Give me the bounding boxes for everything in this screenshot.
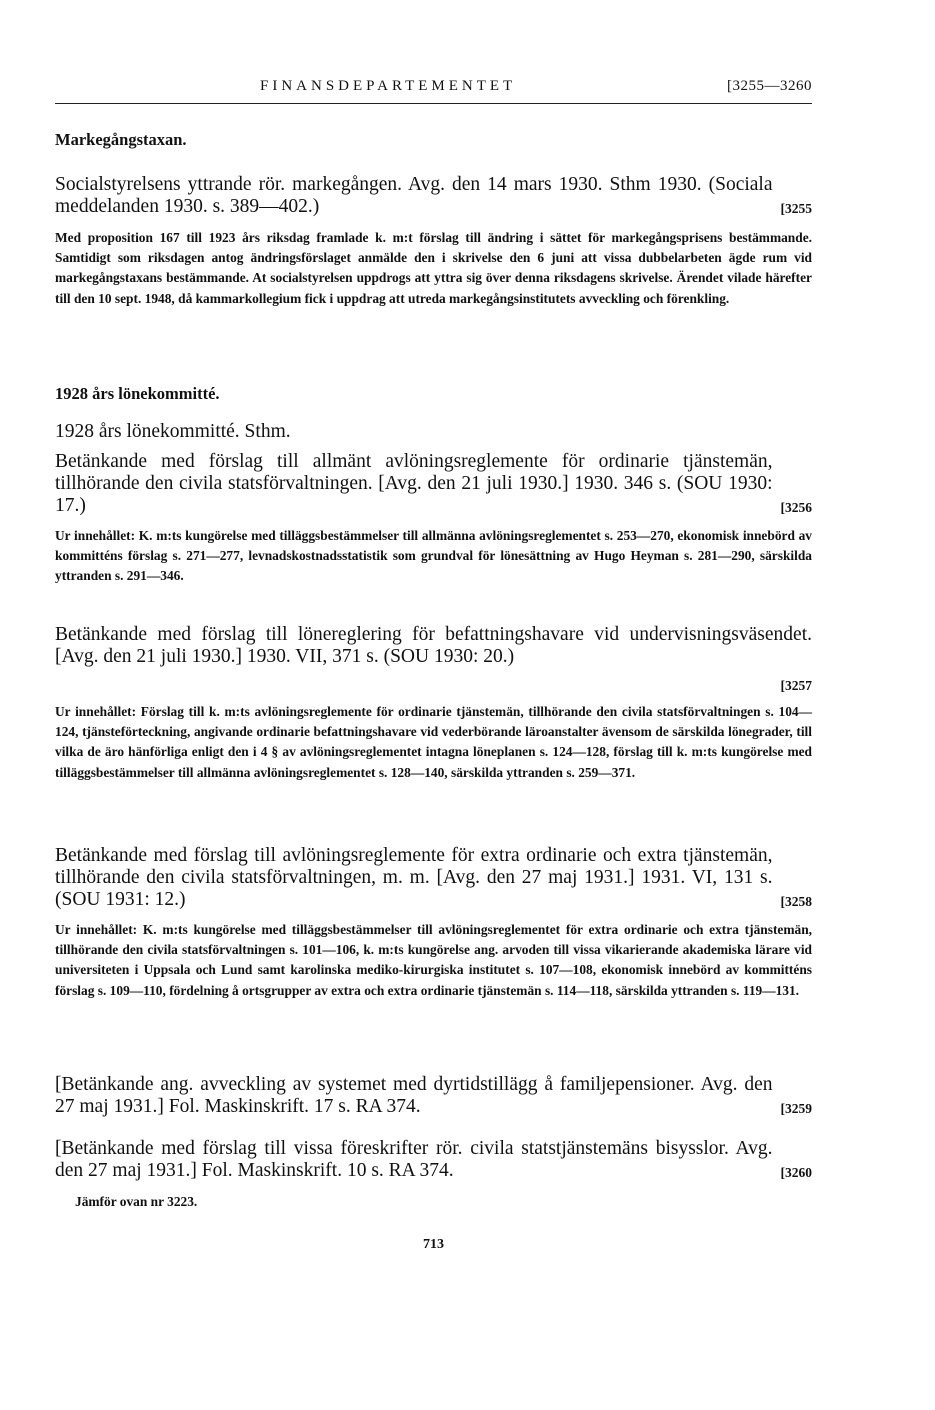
entry-title: Betänkande med förslag till avlöningsreglemente för extra ordinarie och extra tjänstemän, tillhörande den civila statsförvaltningen, m. m. [Avg. den 27 maj 1931.] 1931. VI, 131 s. (SOU 1931: 12.) [55, 845, 773, 910]
header-rule [55, 103, 812, 104]
entry-number: [3255 [780, 201, 812, 216]
entry-note: Ur innehållet: K. m:ts kungörelse med tilläggsbestämmelser till avlöningsreglementet för extra ordinarie och extra tjänstemän, tillhörande den civila statsförvaltningen s. 101—106, k. m:ts kungörelse ang. arvoden till vissa vikarierande akademiska lärare vid universiteten i Uppsala och Lund samt karolinska mediko-kirurgiska institutet s. 107—108, ekonomisk innebörd av kommitténs förslag s. 109—110, fördelning å ortsgrupper av extra och extra ordinarie tjänstemän s. 114—118, särskilda yttranden s. 119—131. [55, 922, 812, 998]
entry-number: [3256 [780, 500, 812, 515]
page-number: 713 [423, 1237, 444, 1252]
entry-3260 [55, 1138, 812, 1186]
entry-title: Betänkande med förslag till allmänt avlöningsreglemente för ordinarie tjänstemän, tillhörande den civila statsförvaltningen. [Avg. den 21 juli 1930.] 1930. 346 s. (SOU 1930: 17.) [55, 451, 773, 516]
entry-number: [3258 [780, 894, 812, 909]
entry-3256 [55, 451, 812, 521]
running-head [55, 78, 812, 100]
entry-3257 [55, 624, 812, 668]
running-head-title: FINANSDEPARTEMENTET [260, 78, 517, 94]
entry-3259 [55, 1074, 812, 1122]
entry-title: Betänkande med förslag till lönereglering för befattningshavare vid undervisningsväsendet. [Avg. den 21 juli 1930.] 1930. VII, 371 s. (SOU 1930: 20.) [55, 624, 812, 667]
entry-number: [3259 [780, 1101, 812, 1116]
section-heading: 1928 års lönekommitté. [55, 384, 220, 403]
section-heading: Markegångstaxan. [55, 130, 187, 149]
running-head-range: [3255—3260 [727, 78, 812, 94]
entry-title: Socialstyrelsens yttrande rör. markegången. Avg. den 14 mars 1930. Sthm 1930. (Sociala meddelanden 1930. s. 389—402.) [55, 174, 773, 217]
entry-3258 [55, 845, 812, 915]
entry-note: Jämför ovan nr 3223. [75, 1194, 198, 1209]
entry-note: Ur innehållet: K. m:ts kungörelse med tilläggsbestämmelser till allmänna avlöningsreglementet s. 253—270, ekonomisk innebörd av kommitténs förslag s. 271—277, levnadskostnadsstatistik som grundval för lönesättning av Hugo Heyman s. 281—290, särskilda yttranden s. 291—346. [55, 528, 812, 584]
section-subheading: 1928 års lönekommitté. Sthm. [55, 421, 291, 442]
entry-number: [3260 [780, 1165, 812, 1180]
entry-title: [Betänkande ang. avveckling av systemet med dyrtidstillägg å familjepensioner. Avg. den 27 maj 1931.] Fol. Maskinskrift. 17 s. RA 374. [55, 1074, 773, 1117]
entry-title: [Betänkande med förslag till vissa föreskrifter rör. civila statstjänstemäns bisysslor. Avg. den 27 maj 1931.] Fol. Maskinskrift. 10 s. RA 374. [55, 1138, 773, 1181]
entry-note: Ur innehållet: Förslag till k. m:ts avlöningsreglemente för ordinarie tjänstemän, tillhörande den civila statsförvaltningen s. 104—124, tjänsteförteckning, angivande ordinarie befattningshavare vid vederbörande läroanstalter ävensom de särskilda lönegrader, till vilka de äro hänförliga enligt den i 4 § av avlöningsreglementet intagna löneplanen s. 124—128, förslag till k. m:ts kungörelse med tilläggsbestämmelser till allmänna avlöningsreglementet s. 128—140, särskilda yttranden s. 259—371. [55, 704, 812, 780]
entry-number: [3257 [780, 678, 812, 693]
entry-note: Med proposition 167 till 1923 års riksdag framlade k. m:t förslag till ändring i sättet för markegångsprisens bestämmande. Samtidigt som riksdagen antog ändringsförslaget anmälde den i skrivelse den 6 juni att vissa dubbelarbeten ägde rum vid markegångstaxans bestämmande. At socialstyrelsen uppdrogs att yttra sig över denna riksdagens skrivelse. Ärendet vilade härefter till den 10 sept. 1948, då kammarkollegium fick i uppdrag att utreda markegångsinstitutets avveckling och förenkling. [55, 230, 812, 306]
entry-3255 [55, 174, 812, 222]
